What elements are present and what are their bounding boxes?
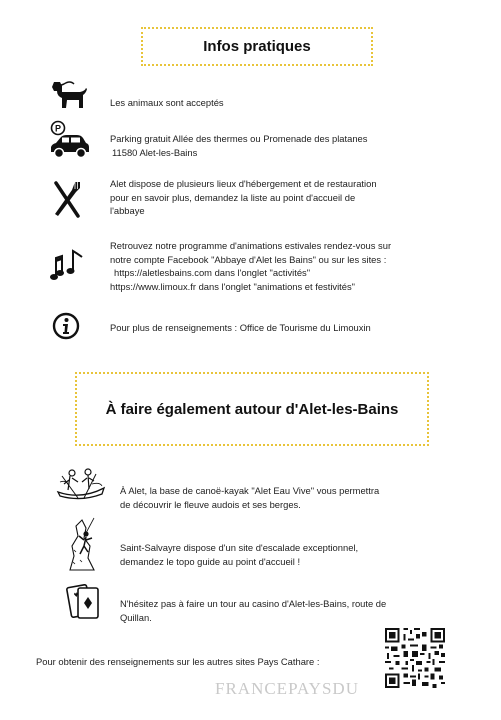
item-casino-text: N'hésitez pas à faire un tour au casino d'Alet-les-Bains, route de Quillan. xyxy=(120,598,387,623)
item-animations-text: Retrouvez notre programme d'animations estivales rendez-vous sur notre compte Facebook "Abbaye d'Alet les Bains" ou sur les sites : https://aletlesbains.com dans l'onglet "activités" https://www.limoux.fr dans l'onglet "animations et festivités" xyxy=(110,240,392,292)
qr-code-icon[interactable] xyxy=(385,628,445,688)
item-info-text: Pour plus de renseignements : Office de Tourisme du Limouxin xyxy=(110,322,371,333)
fork-knife-icon xyxy=(50,180,84,218)
section-title-a-faire: À faire également autour d'Alet-les-Bains xyxy=(75,372,429,446)
section-title-infos-pratiques: Infos pratiques xyxy=(141,27,373,66)
item-escalade-text: Saint-Salvayre dispose d'un site d'escalade exceptionnel, demandez le topo guide au point d'accueil ! xyxy=(120,542,359,567)
info-icon xyxy=(52,312,80,340)
music-notes-icon xyxy=(48,246,88,286)
footer-text: Pour obtenir des renseignements sur les autres sites Pays Cathare : xyxy=(36,656,320,667)
watermark: FRANCEPAYSDU xyxy=(215,679,359,698)
playing-cards-icon xyxy=(66,582,102,622)
item-animals-text: Les animaux sont acceptés xyxy=(110,97,224,108)
item-canoe-text: À Alet, la base de canoë-kayak "Alet Eau Vive" vous permettra de découvrir le fleuve audois et ses berges. xyxy=(120,485,380,510)
item-hebergement-text: Alet dispose de plusieurs lieux d'hébergement et de restauration pour en savoir plus, demandez la liste au point d'accueil de l'abbaye xyxy=(110,178,377,216)
parking-car-icon xyxy=(47,120,91,164)
dog-icon xyxy=(50,78,90,110)
canoe-icon xyxy=(56,464,106,502)
climber-icon xyxy=(64,516,104,572)
svg-text:P: P xyxy=(54,123,62,134)
item-parking-text: Parking gratuit Allée des thermes ou Promenade des platanes 11580 Alet-les-Bains xyxy=(110,133,368,158)
